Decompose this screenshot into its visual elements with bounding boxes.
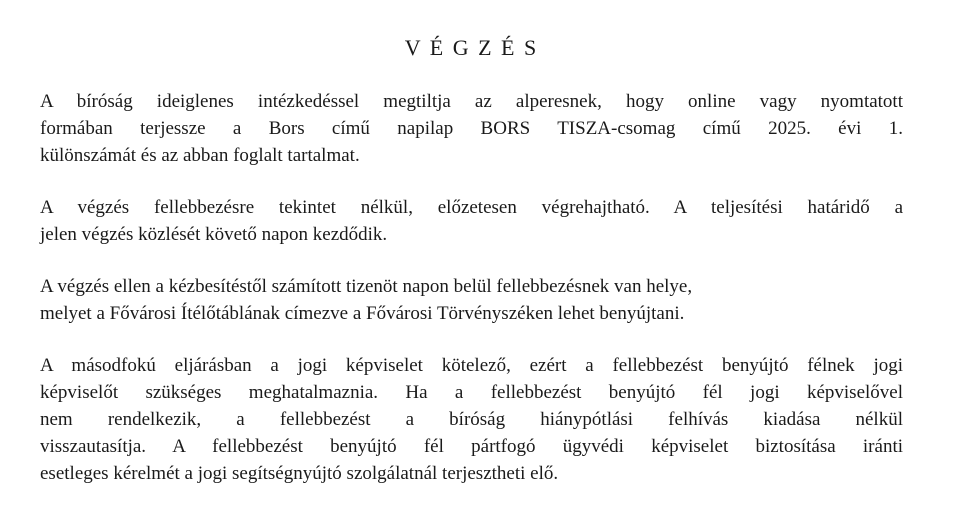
text-line: különszámát és az abban foglalt tartalmat. [40,145,360,166]
text-line: esetleges kérelmét a jogi segítségnyújtó szolgálatnál terjesztheti elő. [40,463,559,484]
text-line: formában terjessze a Bors című napilap BORS TISZA-csomag című 2025. évi 1. [40,118,903,139]
text-line: melyet a Fővárosi Ítélőtáblának címezve a Fővárosi Törvényszéken lehet benyújtani. [40,303,685,324]
document-title: V É G Z É S [404,35,539,60]
text-line: A végzés fellebbezésre tekintet nélkül, előzetesen végrehajtható. A teljesítési határidő a [40,197,903,218]
text-line: A végzés ellen a kézbesítéstől számított tizenöt napon belül fellebbezésnek van helye, [40,276,693,297]
text-line: képviselőt szükséges meghatalmaznia. Ha a fellebbezést benyújtó fél jogi képviselővel [40,382,903,403]
text-line: visszautasítja. A fellebbezést benyújtó fél pártfogó ügyvédi képviselet biztosítása iránti [40,436,903,457]
document-body [40,88,903,487]
paragraph-3 [40,273,903,327]
text-line: jelen végzés közlését követő napon kezdődik. [40,224,388,245]
text-line: nem rendelkezik, a fellebbezést a bíróság hiánypótlási felhívás kiadása nélkül [40,409,903,430]
paragraph-4 [40,352,903,487]
text-line: A másodfokú eljárásban a jogi képviselet kötelező, ezért a fellebbezést benyújtó félnek jogi [40,355,903,376]
paragraph-2 [40,194,903,248]
text-line: A bíróság ideiglenes intézkedéssel megtiltja az alperesnek, hogy online vagy nyomtatott [40,91,903,112]
paragraph-1 [40,88,903,169]
